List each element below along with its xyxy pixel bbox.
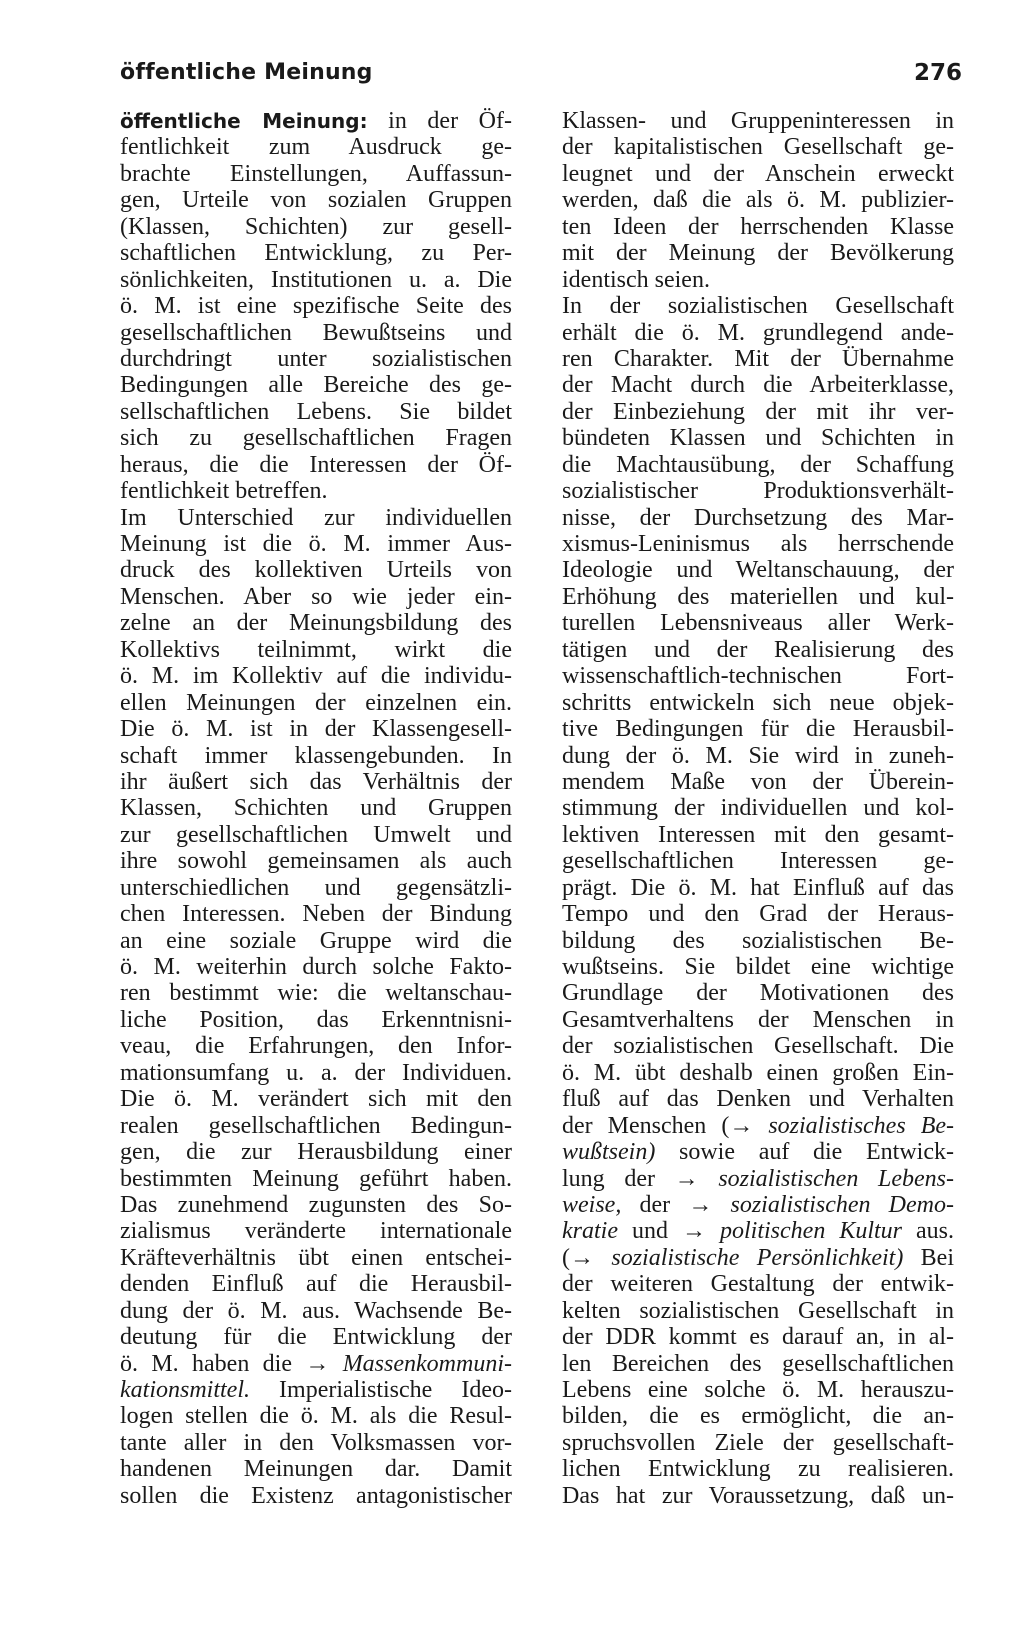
text-line [562, 108, 954, 134]
text-line [562, 478, 954, 504]
text-line [562, 928, 954, 954]
text-line [120, 769, 512, 795]
text-line [120, 822, 512, 848]
text-segment: liche Position, das Erkenntnisni- [120, 1006, 512, 1033]
text-segment: mationsumfang u. a. der Individuen. [120, 1059, 512, 1086]
text-line [120, 1060, 512, 1086]
text-segment: logen stellen die ö. M. als die Resul- [120, 1403, 512, 1430]
text-line [120, 293, 512, 319]
text-line [120, 1271, 512, 1297]
text-segment: der DDR kommt es darauf an, in al- [562, 1324, 954, 1351]
text-segment: tante aller in den Volksmassen vor- [120, 1429, 512, 1456]
text-segment: Tempo und den Grad der Heraus- [562, 901, 954, 928]
text-line [120, 399, 512, 425]
text-column-left [120, 108, 512, 1509]
text-segment: der weiteren Gestaltung der entwik- [562, 1271, 954, 1298]
text-segment: ( [562, 1244, 570, 1271]
text-segment: handenen Meinungen dar. Damit [120, 1456, 512, 1483]
text-line [562, 452, 954, 478]
cross-reference: → sozialistische Persönlichkeit) [570, 1244, 904, 1271]
text-segment: lektiven Interessen mit den gesamt- [562, 821, 954, 848]
text-line [120, 875, 512, 901]
text-line [562, 1298, 954, 1324]
text-segment: Die ö. M. ist in der Klassengesell- [120, 716, 512, 743]
page-number: 276 [913, 60, 962, 86]
text-segment: deutung für die Entwicklung der [120, 1324, 512, 1351]
text-segment: Das zunehmend zugunsten des So- [120, 1191, 512, 1218]
text-segment: ö. M. im Kollektiv auf die individu- [120, 663, 512, 690]
text-segment: lung der [562, 1165, 675, 1192]
text-segment: durchdringt unter sozialistischen [120, 345, 512, 372]
text-line [120, 980, 512, 1006]
text-line [562, 610, 954, 636]
text-segment: in der Öf- [367, 108, 512, 134]
cross-reference: wußtsein) [562, 1139, 656, 1166]
text-line [562, 848, 954, 874]
text-line [120, 610, 512, 636]
text-line [120, 1166, 512, 1192]
text-line [120, 1245, 512, 1271]
cross-reference: → sozialistisches Be- [729, 1112, 954, 1139]
text-line [120, 478, 512, 504]
text-line [562, 980, 954, 1006]
text-line [120, 240, 512, 266]
text-line [120, 1033, 512, 1059]
text-line [120, 161, 512, 187]
text-line [120, 320, 512, 346]
text-line [562, 1113, 954, 1139]
text-line [120, 531, 512, 557]
text-segment: xismus-Leninismus als herrschende [562, 531, 954, 557]
text-line [120, 743, 512, 769]
text-line [562, 1403, 954, 1429]
cross-reference: weise, [562, 1191, 622, 1218]
text-segment: ten Ideen der herrschenden Klasse [562, 213, 954, 240]
text-line [562, 663, 954, 689]
text-segment: ihre sowohl gemeinsamen als auch [120, 848, 512, 875]
text-segment: der sozialistischen Gesellschaft. Die [562, 1033, 954, 1060]
text-segment: Grundlage der Motivationen des [562, 980, 954, 1007]
text-line [562, 1139, 954, 1165]
text-segment: schaftlichen Entwicklung, zu Per- [120, 240, 512, 267]
text-segment: der Menschen ( [562, 1112, 730, 1139]
text-segment: sollen die Existenz antagonistischer [120, 1482, 512, 1509]
text-segment: fentlichkeit betreffen. [120, 478, 328, 505]
text-segment: Kräfteverhältnis übt einen entschei- [120, 1244, 512, 1271]
text-segment: (Klassen, Schichten) zur gesell- [120, 213, 512, 240]
text-line [562, 505, 954, 531]
text-segment: gesellschaftlichen Interessen ge- [562, 848, 954, 875]
cross-reference: → sozialistischen Lebens- [674, 1165, 954, 1192]
cross-reference: kratie [562, 1218, 618, 1245]
text-line [120, 795, 512, 821]
text-segment: ö. M. ist eine spezifische Seite des [120, 293, 512, 320]
text-segment: sellschaftlichen Lebens. Sie bildet [120, 398, 512, 425]
text-segment: gesellschaftlichen Bewußtseins und [120, 319, 512, 346]
text-segment: realen gesellschaftlichen Bedingun- [120, 1112, 512, 1139]
page-header [120, 56, 962, 96]
text-segment: prägt. Die ö. M. hat Einfluß auf das [562, 874, 954, 901]
text-line [562, 240, 954, 266]
text-line [120, 690, 512, 716]
text-line [562, 1271, 954, 1297]
text-segment: wußtseins. Sie bildet eine wichtige [562, 954, 954, 980]
text-segment: ö. M. übt deshalb einen großen Ein- [562, 1059, 954, 1086]
text-segment: Menschen. Aber so wie jeder ein- [120, 583, 512, 610]
entry-headword: öffentliche Meinung: [120, 109, 368, 133]
text-segment: Kollektivs teilnimmt, wirkt die [120, 636, 512, 663]
text-segment: fluß auf das Denken und Verhalten [562, 1086, 954, 1113]
cross-reference: → sozialistischen Demo- [688, 1191, 954, 1218]
text-line [562, 1086, 954, 1112]
text-line [120, 1430, 512, 1456]
text-segment: In der sozialistischen Gesellschaft [562, 293, 954, 320]
text-line [120, 1456, 512, 1482]
text-segment: der Macht durch die Arbeiterklasse, [562, 372, 954, 399]
text-segment: Klassen, Schichten und Gruppen [120, 795, 512, 822]
text-line [120, 1218, 512, 1244]
text-line [562, 795, 954, 821]
text-line [120, 901, 512, 927]
text-segment: werden, daß die als ö. M. publizier- [562, 187, 954, 214]
text-segment: ihr äußert sich das Verhältnis der [120, 768, 512, 795]
text-line [120, 372, 512, 398]
text-segment: Bedingungen alle Bereiche des ge- [120, 372, 512, 399]
text-line [120, 267, 512, 293]
text-line [562, 1245, 954, 1271]
text-segment: wissenschaftlich-technischen Fort- [562, 663, 954, 690]
text-segment: fentlichkeit zum Ausdruck ge- [120, 134, 512, 161]
text-segment: stimmung der individuellen und kol- [562, 795, 954, 822]
text-segment: Imperialistische Ideo- [249, 1377, 512, 1403]
text-segment: Im Unterschied zur individuellen [120, 504, 512, 531]
text-line [562, 1060, 954, 1086]
text-line [562, 1007, 954, 1033]
text-line [562, 267, 954, 293]
text-segment: spruchsvollen Ziele der gesellschaft- [562, 1429, 954, 1456]
text-line [562, 1377, 954, 1403]
text-line [120, 1139, 512, 1165]
text-segment: chen Interessen. Neben der Bindung [120, 901, 512, 928]
text-line [120, 584, 512, 610]
text-segment: sönlichkeiten, Institutionen u. a. Die [120, 266, 512, 293]
text-line [120, 1113, 512, 1139]
text-segment: der Einbeziehung der mit ihr ver- [562, 398, 954, 425]
text-segment: unterschiedlichen und gegensätzli- [120, 874, 512, 901]
text-line [562, 1033, 954, 1059]
text-line [562, 1218, 954, 1244]
text-line [120, 1351, 512, 1377]
text-line [562, 346, 954, 372]
text-segment: identisch seien. [562, 266, 710, 293]
text-segment: aus. [902, 1218, 954, 1245]
cross-reference: → Massenkommuni- [305, 1350, 512, 1377]
text-segment: mit der Meinung der Bevölkerung [562, 240, 954, 267]
text-segment: tätigen und der Realisierung des [562, 636, 954, 663]
text-segment: der kapitalistischen Gesellschaft ge- [562, 134, 954, 161]
text-segment: Gesamtverhaltens der Menschen in [562, 1006, 954, 1033]
running-head: öffentliche Meinung [120, 60, 373, 85]
text-segment: dung der ö. M. aus. Wachsende Be- [120, 1297, 512, 1324]
text-segment: gen, Urteile von sozialen Gruppen [120, 187, 512, 214]
text-segment: veau, die Erfahrungen, den Infor- [120, 1033, 512, 1060]
text-line [562, 214, 954, 240]
text-segment: mendem Maße von der Überein- [562, 768, 954, 795]
text-segment: und [617, 1218, 682, 1245]
text-segment: bündeten Klassen und Schichten in [562, 425, 954, 452]
text-segment: der [621, 1191, 689, 1218]
text-line [562, 134, 954, 160]
text-segment: Klassen- und Gruppeninteressen in [562, 108, 954, 134]
text-line [120, 1086, 512, 1112]
text-column-right [562, 108, 954, 1509]
text-line [120, 425, 512, 451]
text-line [120, 108, 512, 134]
text-segment: an eine soziale Gruppe wird die [120, 927, 512, 954]
text-segment: len Bereichen des gesellschaftlichen [562, 1350, 954, 1377]
text-line [120, 505, 512, 531]
text-segment: Ideologie und Weltanschauung, der [562, 557, 954, 584]
text-line [562, 293, 954, 319]
text-segment: nisse, der Durchsetzung des Mar- [562, 504, 954, 531]
text-line [562, 822, 954, 848]
text-segment: ellen Meinungen der einzelnen ein. [120, 689, 512, 716]
text-segment: brachte Einstellungen, Auffassun- [120, 160, 512, 187]
text-line [120, 214, 512, 240]
text-line [562, 372, 954, 398]
text-segment: tive Bedingungen für die Herausbil- [562, 716, 954, 743]
text-line [120, 1324, 512, 1350]
text-line [562, 161, 954, 187]
text-line [120, 1298, 512, 1324]
text-segment: Meinung ist die ö. M. immer Aus- [120, 531, 512, 557]
text-line [562, 743, 954, 769]
text-line [562, 1351, 954, 1377]
text-segment: leugnet und der Anschein erweckt [562, 160, 954, 187]
text-line [120, 663, 512, 689]
text-line [120, 1403, 512, 1429]
text-line [562, 769, 954, 795]
text-line [562, 557, 954, 583]
text-line [562, 187, 954, 213]
text-line [562, 1192, 954, 1218]
text-segment: sich zu gesellschaftlichen Fragen [120, 425, 512, 452]
text-line [562, 901, 954, 927]
text-line [120, 187, 512, 213]
text-line [562, 1324, 954, 1350]
text-segment: ö. M. weiterhin durch solche Fakto- [120, 954, 512, 980]
cross-reference: → politischen Kultur [682, 1218, 903, 1245]
text-line [120, 716, 512, 742]
text-segment: druck des kollektiven Urteils von [120, 557, 512, 584]
text-segment: denden Einfluß auf die Herausbil- [120, 1271, 512, 1298]
text-line [120, 346, 512, 372]
text-line [562, 637, 954, 663]
text-segment: ren Charakter. Mit der Übernahme [562, 345, 954, 372]
text-line [120, 1483, 512, 1509]
text-segment: bildung des sozialistischen Be- [562, 927, 954, 954]
text-line [120, 134, 512, 160]
text-segment: ö. M. haben die [120, 1350, 306, 1377]
text-line [562, 320, 954, 346]
text-line [562, 1483, 954, 1509]
text-segment: die Machtausübung, der Schaffung [562, 451, 954, 478]
text-segment: Die ö. M. verändert sich mit den [120, 1086, 512, 1113]
text-line [562, 716, 954, 742]
text-segment: erhält die ö. M. grundlegend ande- [562, 319, 954, 346]
text-segment: bilden, die es ermöglicht, die an- [562, 1403, 954, 1430]
text-line [562, 1166, 954, 1192]
text-line [562, 875, 954, 901]
text-segment: zur gesellschaftlichen Umwelt und [120, 821, 512, 848]
text-line [562, 1430, 954, 1456]
text-segment: kelten sozialistischen Gesellschaft in [562, 1297, 954, 1324]
text-line [562, 954, 954, 980]
text-line [120, 848, 512, 874]
text-segment: Erhöhung des materiellen und kul- [562, 583, 954, 610]
text-segment: dung der ö. M. Sie wird in zuneh- [562, 742, 954, 769]
text-segment: sozialistischer Produktionsverhält- [562, 478, 954, 505]
text-line [120, 1192, 512, 1218]
text-line [562, 584, 954, 610]
text-line [120, 928, 512, 954]
text-line [562, 531, 954, 557]
cross-reference: kationsmittel. [120, 1377, 250, 1403]
text-line [120, 1377, 512, 1403]
text-line [562, 1456, 954, 1482]
text-segment: Bei [903, 1244, 954, 1271]
text-segment: Das hat zur Voraussetzung, daß un- [562, 1482, 954, 1509]
text-line [120, 637, 512, 663]
text-line [562, 690, 954, 716]
text-segment: lichen Entwicklung zu realisieren. [562, 1456, 954, 1483]
text-segment: zelne an der Meinungsbildung des [120, 610, 512, 637]
text-segment: Lebens eine solche ö. M. herauszu- [562, 1377, 954, 1403]
text-segment: gen, die zur Herausbildung einer [120, 1139, 512, 1166]
text-line [120, 452, 512, 478]
text-segment: turellen Lebensniveaus aller Werk- [562, 610, 954, 637]
text-segment: heraus, die die Interessen der Öf- [120, 451, 512, 478]
text-segment: ren bestimmt wie: die weltanschau- [120, 980, 512, 1007]
text-line [562, 399, 954, 425]
text-line [562, 425, 954, 451]
text-segment: sowie auf die Entwick- [655, 1139, 954, 1166]
text-line [120, 557, 512, 583]
text-segment: schaft immer klassengebunden. In [120, 742, 512, 769]
text-segment: schritts entwickeln sich neue objek- [562, 689, 954, 716]
text-line [120, 954, 512, 980]
text-segment: bestimmten Meinung geführt haben. [120, 1165, 512, 1192]
text-line [120, 1007, 512, 1033]
text-segment: zialismus veränderte internationale [120, 1218, 512, 1245]
